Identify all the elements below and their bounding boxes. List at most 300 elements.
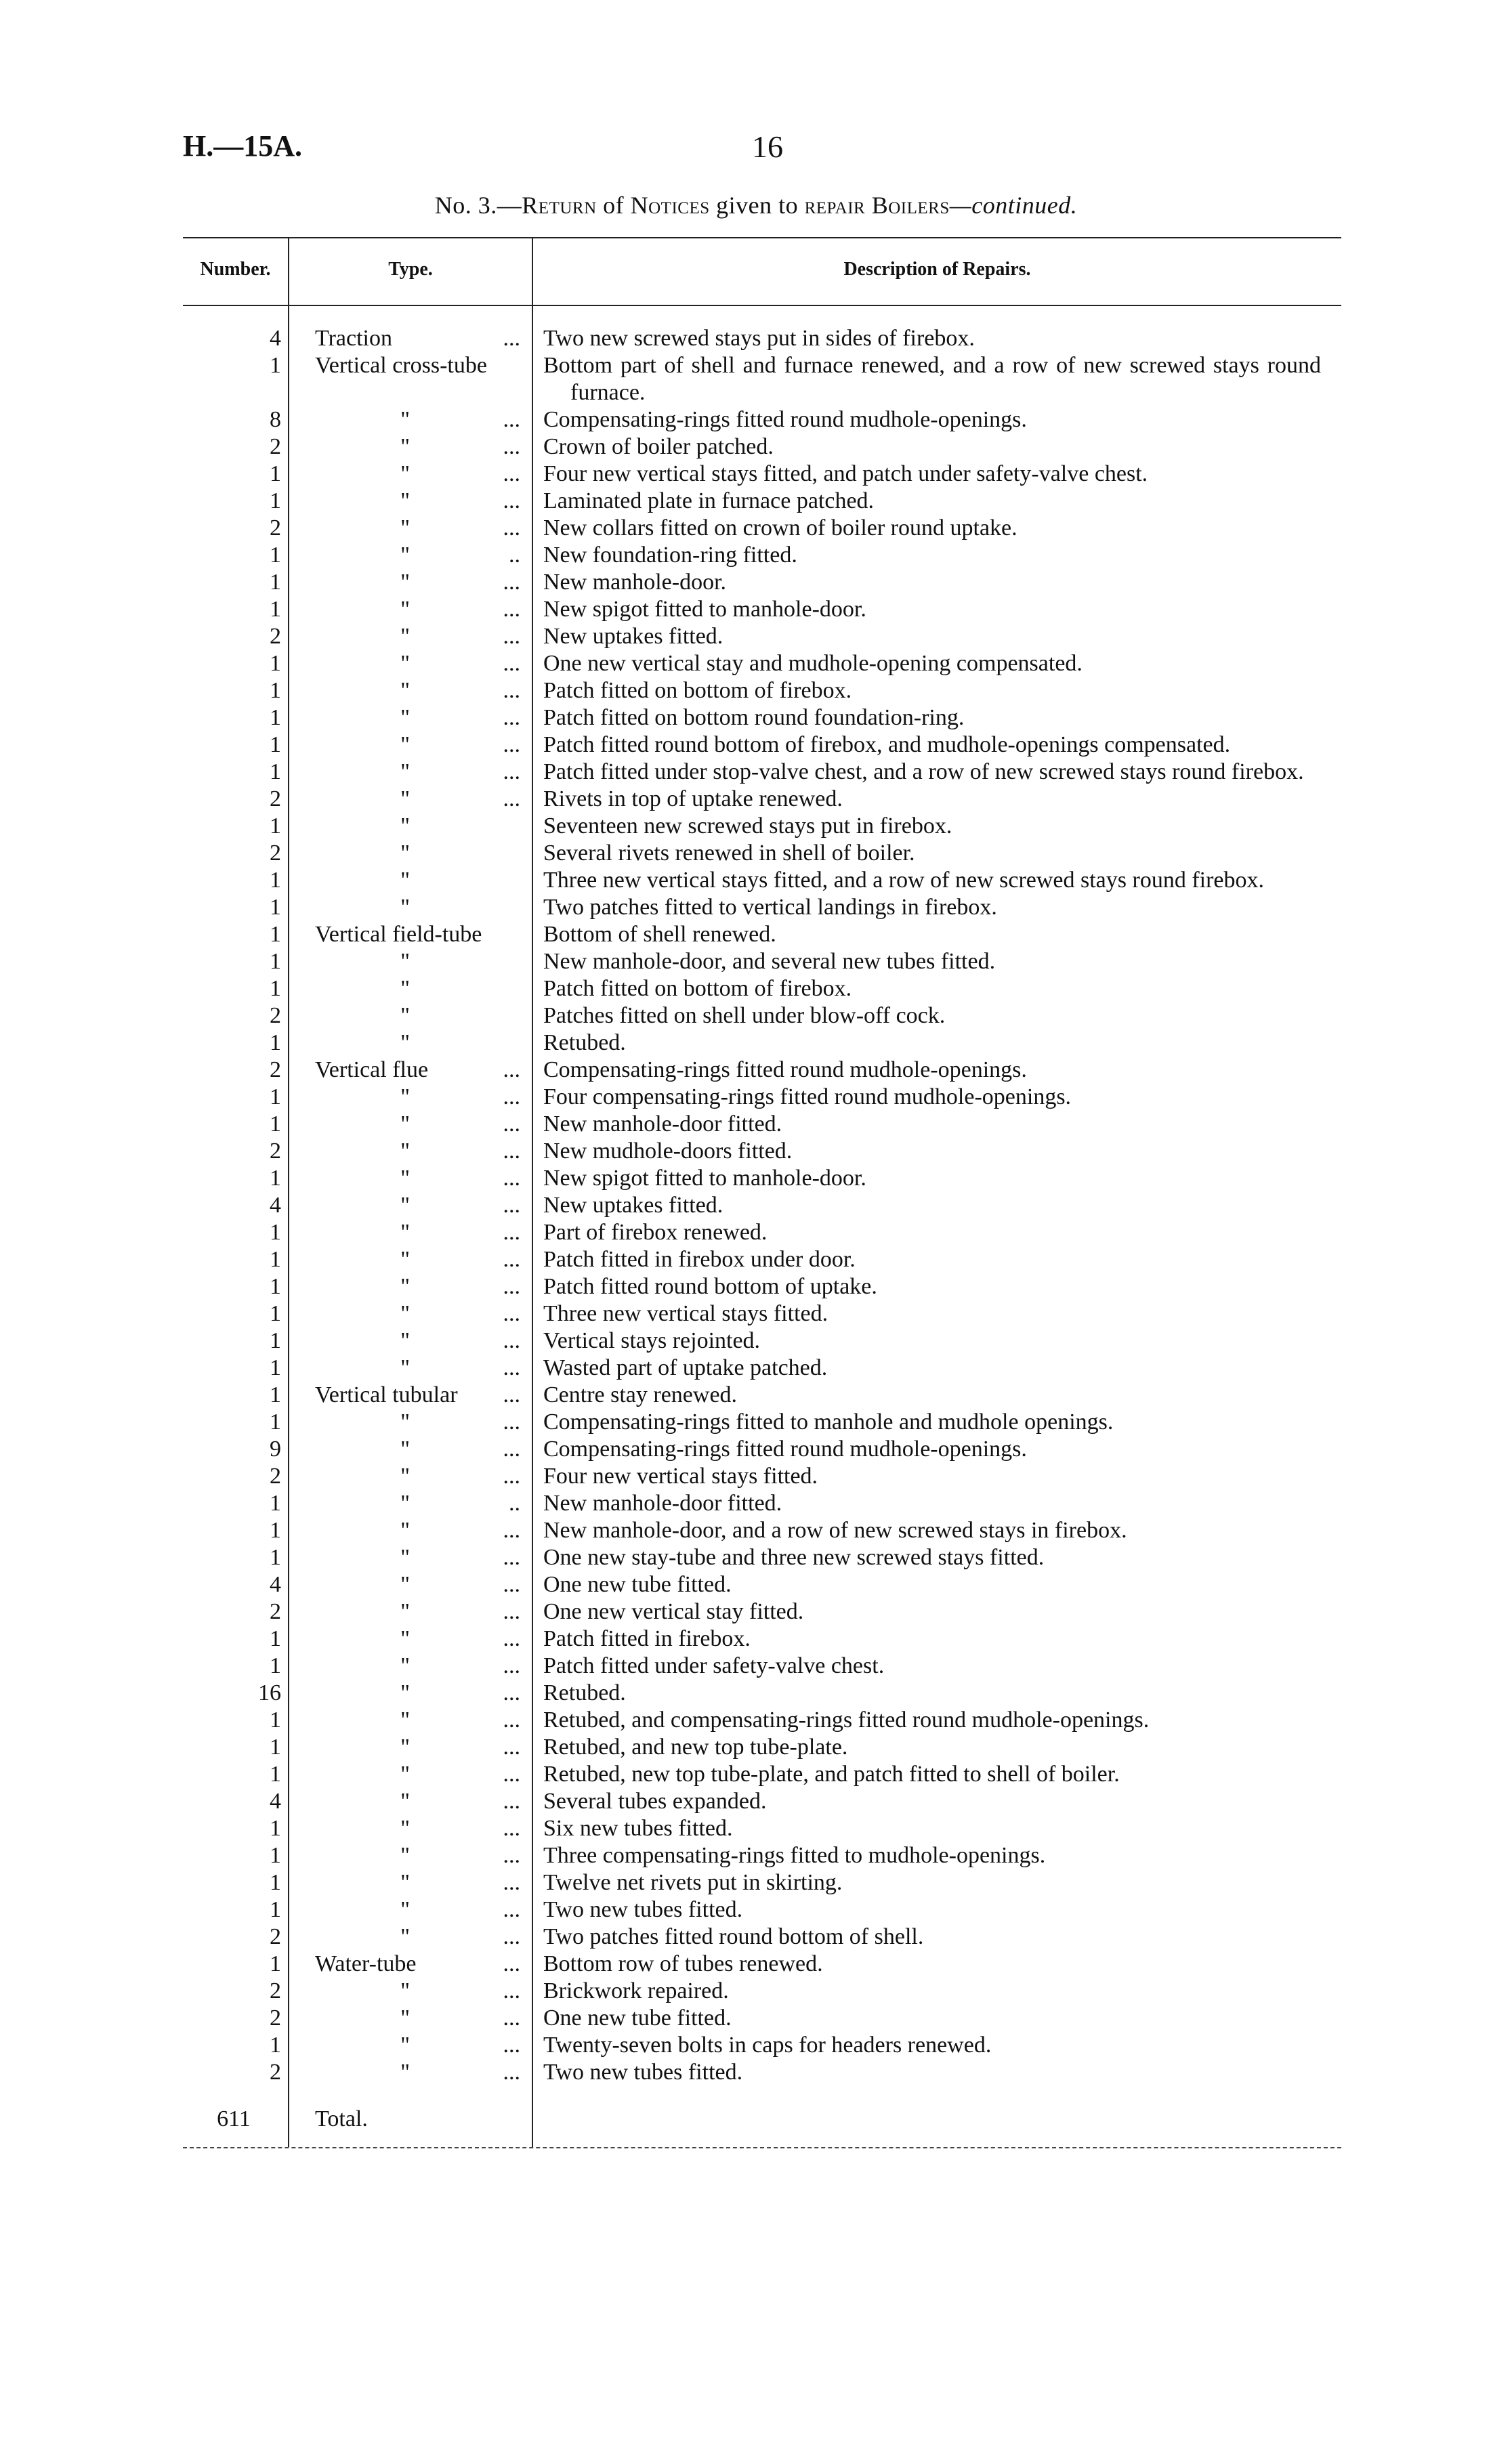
- leader-dots: ..: [509, 1491, 520, 1516]
- row-type: [285, 813, 528, 840]
- table-header-rule: [183, 305, 1341, 306]
- table-row: [183, 1219, 1341, 1246]
- table-row: [183, 1002, 1341, 1029]
- row-type-text: ": [400, 651, 410, 676]
- row-description-text: Two new tubes fitted.: [543, 1897, 743, 1922]
- row-description: [528, 1138, 1321, 1165]
- leader-dots: ...: [503, 1193, 520, 1218]
- table-row: [183, 948, 1341, 975]
- row-type: [285, 406, 528, 433]
- row-type: [285, 1734, 528, 1761]
- row-type: [285, 623, 528, 650]
- row-description-text: Retubed, new top tube-plate, and patch fitted to shell of boiler.: [543, 1762, 1120, 1787]
- row-description-text: Patch fitted under stop-valve chest, and a row of new screwed stays round firebox.: [543, 759, 1304, 784]
- row-description: [528, 488, 1321, 515]
- table-row: [183, 731, 1341, 759]
- leader-dots: ...: [503, 1084, 520, 1109]
- leader-dots: ...: [503, 1247, 520, 1272]
- row-description-text: New manhole-door, and a row of new screwed stays in firebox.: [543, 1518, 1127, 1543]
- leader-dots: ...: [503, 2005, 520, 2031]
- row-type-text: ": [400, 759, 410, 784]
- table-row: [183, 1192, 1341, 1219]
- table-row: [183, 596, 1341, 623]
- row-type-text: ": [400, 1897, 410, 1922]
- row-number: 1: [270, 732, 281, 757]
- row-description: [528, 1761, 1321, 1788]
- leader-dots: ...: [503, 1545, 520, 1570]
- row-type-text: ": [400, 1653, 410, 1678]
- leader-dots: ...: [503, 1870, 520, 1895]
- title-prefix: No. 3.—: [434, 192, 522, 219]
- row-description-text: Four compensating-rings fitted round mudhole-openings.: [543, 1084, 1072, 1109]
- row-type: [285, 1761, 528, 1788]
- leader-dots: ...: [503, 1382, 520, 1407]
- leader-dots: ...: [503, 1111, 520, 1137]
- leader-dots: ...: [503, 597, 520, 622]
- row-type: [285, 596, 528, 623]
- row-description: [528, 1842, 1321, 1869]
- row-type-text: ": [400, 786, 410, 811]
- leader-dots: ...: [503, 1274, 520, 1299]
- row-description-text: Patch fitted on bottom round foundation-ring.: [543, 705, 965, 730]
- row-type-text: ": [400, 1707, 410, 1733]
- row-number: 1: [270, 705, 281, 730]
- row-description-text: Two patches fitted round bottom of shell.: [543, 1924, 924, 1949]
- leader-dots: ...: [503, 759, 520, 784]
- row-type-text: ": [400, 1328, 410, 1353]
- table-row: [183, 433, 1341, 461]
- row-type: [285, 948, 528, 975]
- row-number: 1: [270, 1870, 281, 1895]
- table-row: [183, 759, 1341, 786]
- row-description: [528, 677, 1321, 704]
- table-row: [183, 1734, 1341, 1761]
- row-number: 1: [270, 543, 281, 568]
- row-description: [528, 461, 1321, 488]
- row-number: 1: [270, 759, 281, 784]
- leader-dots: ..: [509, 543, 520, 568]
- row-description-text: Two new screwed stays put in sides of firebox.: [543, 326, 975, 351]
- row-type: [285, 488, 528, 515]
- row-type-text: ": [400, 2005, 410, 2031]
- row-type-text: Vertical flue: [315, 1057, 429, 1082]
- table-row: [183, 1571, 1341, 1598]
- row-type-text: ": [400, 1572, 410, 1597]
- row-type: [285, 1869, 528, 1896]
- row-number: 16: [258, 1680, 281, 1705]
- row-description-text: Three compensating-rings fitted to mudhole-openings.: [543, 1843, 1046, 1868]
- row-type-text: ": [400, 1193, 410, 1218]
- leader-dots: ...: [503, 1355, 520, 1380]
- leader-dots: ...: [503, 1897, 520, 1922]
- table-row: [183, 786, 1341, 813]
- leader-dots: ...: [503, 1464, 520, 1489]
- row-number: 1: [270, 1301, 281, 1326]
- table-row: [183, 1409, 1341, 1436]
- row-type-text: Vertical field-tube: [315, 922, 482, 947]
- row-description: [528, 867, 1321, 894]
- table-row: [183, 325, 1341, 352]
- leader-dots: ...: [503, 515, 520, 540]
- row-description-text: One new tube fitted.: [543, 1572, 732, 1597]
- row-description-text: Wasted part of uptake patched.: [543, 1355, 828, 1380]
- row-type: [285, 433, 528, 461]
- leader-dots: ...: [503, 1328, 520, 1353]
- row-description-text: Centre stay renewed.: [543, 1382, 738, 1407]
- table-row: [183, 1653, 1341, 1680]
- row-description-text: Crown of boiler patched.: [543, 434, 774, 459]
- row-type: [285, 1788, 528, 1815]
- row-type-text: ": [400, 434, 410, 459]
- row-number: 2: [270, 786, 281, 811]
- leader-dots: ...: [503, 786, 520, 811]
- row-number: 1: [270, 922, 281, 947]
- row-description-text: New uptakes fitted.: [543, 1193, 723, 1218]
- row-type: [285, 1219, 528, 1246]
- row-description: [528, 433, 1321, 461]
- row-number: 2: [270, 1003, 281, 1028]
- row-type-text: Traction: [315, 326, 392, 351]
- row-type-text: ": [400, 678, 410, 703]
- leader-dots: ...: [503, 407, 520, 432]
- table-row: [183, 1978, 1341, 2005]
- row-description: [528, 1409, 1321, 1436]
- row-description-text: Compensating-rings fitted round mudhole-openings.: [543, 407, 1027, 432]
- row-type: [285, 2059, 528, 2086]
- row-type: [285, 1192, 528, 1219]
- leader-dots: ...: [503, 1301, 520, 1326]
- row-description: [528, 596, 1321, 623]
- row-number: 1: [270, 1328, 281, 1353]
- leader-dots: ...: [503, 1816, 520, 1841]
- row-number: 1: [270, 1735, 281, 1760]
- row-number: 1: [270, 1545, 281, 1570]
- row-type-text: ": [400, 407, 410, 432]
- row-description-text: New uptakes fitted.: [543, 624, 723, 649]
- total-row: [183, 2106, 1341, 2132]
- row-type: [285, 1382, 528, 1409]
- leader-dots: ...: [503, 488, 520, 513]
- table-row: [183, 1490, 1341, 1517]
- row-type-text: ": [400, 1111, 410, 1137]
- row-type-text: Water-tube: [315, 1951, 417, 1976]
- table-row: [183, 921, 1341, 948]
- row-description: [528, 1382, 1321, 1409]
- row-number: 1: [270, 651, 281, 676]
- leader-dots: ...: [503, 1707, 520, 1733]
- row-description-text: Retubed, and compensating-rings fitted round mudhole-openings.: [543, 1707, 1150, 1733]
- row-number: 1: [270, 868, 281, 893]
- row-type: [285, 1490, 528, 1517]
- row-description: [528, 1978, 1321, 2005]
- row-description-text: Bottom part of shell and furnace renewed, and a row of new screwed stays round furnace.: [543, 353, 1321, 405]
- row-description: [528, 1598, 1321, 1626]
- row-description: [528, 813, 1321, 840]
- row-description-text: Brickwork repaired.: [543, 1978, 729, 2003]
- row-description-text: Patch fitted under safety-valve chest.: [543, 1653, 885, 1678]
- row-description: [528, 948, 1321, 975]
- row-number: 1: [270, 949, 281, 974]
- table-row: [183, 2059, 1341, 2086]
- row-description: [528, 1327, 1321, 1355]
- table-row: [183, 1436, 1341, 1463]
- row-description: [528, 1057, 1321, 1084]
- row-description-text: Patches fitted on shell under blow-off cock.: [543, 1003, 946, 1028]
- row-type: [285, 515, 528, 542]
- table-row: [183, 1111, 1341, 1138]
- row-type: [285, 1246, 528, 1273]
- row-number: 1: [270, 1843, 281, 1868]
- title-notices: Notices: [630, 192, 710, 219]
- row-description-text: Four new vertical stays fitted, and patch under safety-valve chest.: [543, 461, 1148, 486]
- table-row: [183, 1761, 1341, 1788]
- row-number: 1: [270, 1897, 281, 1922]
- table-row: [183, 894, 1341, 921]
- row-description: [528, 2005, 1321, 2032]
- table-row: [183, 542, 1341, 569]
- row-type: [285, 1653, 528, 1680]
- row-description: [528, 515, 1321, 542]
- row-description: [528, 1653, 1321, 1680]
- row-number: 1: [270, 1382, 281, 1407]
- title-boilers: Boilers: [865, 192, 950, 219]
- row-type-text: ": [400, 976, 410, 1001]
- row-type-text: ": [400, 895, 410, 920]
- row-type: [285, 704, 528, 731]
- row-description: [528, 1273, 1321, 1300]
- table-row: [183, 623, 1341, 650]
- row-number: 1: [270, 570, 281, 595]
- table-row: [183, 1951, 1341, 1978]
- row-description-text: New spigot fitted to manhole-door.: [543, 1166, 866, 1191]
- row-description-text: Patch fitted in firebox under door.: [543, 1247, 856, 1272]
- table-row: [183, 1165, 1341, 1192]
- row-number: 1: [270, 1951, 281, 1976]
- row-type: [285, 1978, 528, 2005]
- row-description: [528, 1490, 1321, 1517]
- table-row: [183, 1707, 1341, 1734]
- row-description: [528, 1734, 1321, 1761]
- leader-dots: ...: [503, 651, 520, 676]
- table-row: [183, 1896, 1341, 1924]
- row-number: 2: [270, 1139, 281, 1164]
- row-type-text: ": [400, 1735, 410, 1760]
- row-description-text: Compensating-rings fitted to manhole and mudhole openings.: [543, 1409, 1114, 1435]
- row-type-text: ": [400, 488, 410, 513]
- row-description-text: Patch fitted round bottom of firebox, and mudhole-openings compensated.: [543, 732, 1231, 757]
- row-description-text: Compensating-rings fitted round mudhole-openings.: [543, 1437, 1027, 1462]
- row-type: [285, 867, 528, 894]
- row-type: [285, 840, 528, 867]
- row-description: [528, 840, 1321, 867]
- table-row: [183, 1300, 1341, 1327]
- row-description-text: Two patches fitted to vertical landings in firebox.: [543, 895, 997, 920]
- row-description-text: Retubed.: [543, 1030, 626, 1055]
- row-number: 1: [270, 1220, 281, 1245]
- row-number: 2: [270, 841, 281, 866]
- row-description: [528, 1029, 1321, 1057]
- leader-dots: ...: [503, 570, 520, 595]
- row-description: [528, 1192, 1321, 1219]
- table-row: [183, 1273, 1341, 1300]
- row-number: 1: [270, 678, 281, 703]
- table-row: [183, 813, 1341, 840]
- leader-dots: ...: [503, 624, 520, 649]
- row-number: 1: [270, 1355, 281, 1380]
- row-description: [528, 542, 1321, 569]
- row-description-text: New manhole-door fitted.: [543, 1491, 782, 1516]
- table-row: [183, 1869, 1341, 1896]
- title-of: of: [596, 192, 631, 219]
- row-type: [285, 894, 528, 921]
- row-type: [285, 1273, 528, 1300]
- leader-dots: ...: [503, 434, 520, 459]
- row-number: 2: [270, 624, 281, 649]
- row-type-text: ": [400, 1518, 410, 1543]
- row-type: [285, 1165, 528, 1192]
- row-type-text: ": [400, 705, 410, 730]
- row-description: [528, 1815, 1321, 1842]
- row-description-text: Six new tubes fitted.: [543, 1816, 733, 1841]
- row-description: [528, 1951, 1321, 1978]
- row-type-text: ": [400, 1870, 410, 1895]
- row-description: [528, 1544, 1321, 1571]
- table-row: [183, 867, 1341, 894]
- row-type-text: ": [400, 597, 410, 622]
- row-type: [285, 786, 528, 813]
- row-description-text: New manhole-door fitted.: [543, 1111, 782, 1137]
- row-type: [285, 921, 528, 948]
- row-type: [285, 1436, 528, 1463]
- row-description: [528, 1680, 1321, 1707]
- row-type-text: ": [400, 1003, 410, 1028]
- row-type: [285, 1842, 528, 1869]
- row-type: [285, 352, 528, 406]
- column-header-description: Description of Repairs.: [843, 259, 1031, 280]
- row-description: [528, 759, 1321, 786]
- table-row: [183, 1138, 1341, 1165]
- row-type-text: ": [400, 1030, 410, 1055]
- row-number: 8: [270, 407, 281, 432]
- table-row: [183, 2032, 1341, 2059]
- title-repair: repair: [804, 192, 866, 219]
- row-type: [285, 1924, 528, 1951]
- leader-dots: ...: [503, 2060, 520, 2085]
- row-description-text: New spigot fitted to manhole-door.: [543, 597, 866, 622]
- row-description-text: Three new vertical stays fitted.: [543, 1301, 828, 1326]
- table-row: [183, 840, 1341, 867]
- row-type-text: ": [400, 515, 410, 540]
- leader-dots: ...: [503, 461, 520, 486]
- table-row: [183, 1815, 1341, 1842]
- row-type-text: ": [400, 1626, 410, 1651]
- row-type-text: ": [400, 1978, 410, 2003]
- column-header-number: Number.: [200, 259, 271, 280]
- row-description-text: Several rivets renewed in shell of boiler.: [543, 841, 915, 866]
- row-type-text: ": [400, 1139, 410, 1164]
- total-label: Total.: [315, 2106, 368, 2131]
- table-row: [183, 1598, 1341, 1626]
- table-row: [183, 1517, 1341, 1544]
- row-description-text: New manhole-door, and several new tubes fitted.: [543, 949, 996, 974]
- table-row: [183, 1084, 1341, 1111]
- row-type-text: ": [400, 1355, 410, 1380]
- leader-dots: ...: [503, 2033, 520, 2058]
- table-row: [183, 1680, 1341, 1707]
- row-number: 9: [270, 1437, 281, 1462]
- row-type: [285, 1300, 528, 1327]
- row-description-text: Rivets in top of uptake renewed.: [543, 786, 843, 811]
- row-type-text: ": [400, 1680, 410, 1705]
- row-type: [285, 1355, 528, 1382]
- row-type-text: ": [400, 1220, 410, 1245]
- row-type: [285, 2032, 528, 2059]
- table-row: [183, 1327, 1341, 1355]
- row-type: [285, 1544, 528, 1571]
- row-type-text: ": [400, 1274, 410, 1299]
- title-return: Return: [522, 192, 597, 219]
- table-row: [183, 1057, 1341, 1084]
- row-number: 4: [270, 1572, 281, 1597]
- row-description-text: Bottom row of tubes renewed.: [543, 1951, 823, 1976]
- row-type: [285, 1680, 528, 1707]
- row-type-text: ": [400, 1301, 410, 1326]
- row-description: [528, 1571, 1321, 1598]
- row-description-text: Retubed.: [543, 1680, 626, 1705]
- row-description: [528, 1355, 1321, 1382]
- row-description: [528, 1300, 1321, 1327]
- row-type: [285, 1951, 528, 1978]
- row-description: [528, 1626, 1321, 1653]
- leader-dots: ...: [503, 705, 520, 730]
- row-description-text: Two new tubes fitted.: [543, 2060, 743, 2085]
- row-type-text: ": [400, 461, 410, 486]
- row-description-text: Seventeen new screwed stays put in firebox.: [543, 813, 952, 838]
- row-description-text: Laminated plate in furnace patched.: [543, 488, 875, 513]
- row-description: [528, 2059, 1321, 2086]
- row-number: 2: [270, 1057, 281, 1082]
- leader-dots: ...: [503, 732, 520, 757]
- row-type: [285, 1707, 528, 1734]
- row-description: [528, 731, 1321, 759]
- row-number: 1: [270, 1653, 281, 1678]
- row-description-text: Several tubes expanded.: [543, 1789, 767, 1814]
- row-description: [528, 1707, 1321, 1734]
- table-row: [183, 2005, 1341, 2032]
- row-description-text: One new vertical stay fitted.: [543, 1599, 804, 1624]
- row-type-text: ": [400, 543, 410, 568]
- row-description: [528, 1436, 1321, 1463]
- row-description: [528, 921, 1321, 948]
- leader-dots: ...: [503, 1220, 520, 1245]
- leader-dots: ...: [503, 1762, 520, 1787]
- row-type-text: ": [400, 2033, 410, 2058]
- row-type: [285, 650, 528, 677]
- row-description-text: One new stay-tube and three new screwed stays fitted.: [543, 1545, 1045, 1570]
- row-description-text: Twenty-seven bolts in caps for headers renewed.: [543, 2033, 992, 2058]
- row-description-text: New mudhole-doors fitted.: [543, 1139, 793, 1164]
- row-number: 4: [270, 1193, 281, 1218]
- row-type-text: ": [400, 1491, 410, 1516]
- table-row: [183, 352, 1341, 406]
- row-description-text: Retubed, and new top tube-plate.: [543, 1735, 848, 1760]
- row-number: 1: [270, 1084, 281, 1109]
- row-description-text: New collars fitted on crown of boiler round uptake.: [543, 515, 1017, 540]
- leader-dots: ...: [503, 1843, 520, 1868]
- row-type: [285, 1571, 528, 1598]
- row-number: 1: [270, 976, 281, 1001]
- row-description: [528, 1111, 1321, 1138]
